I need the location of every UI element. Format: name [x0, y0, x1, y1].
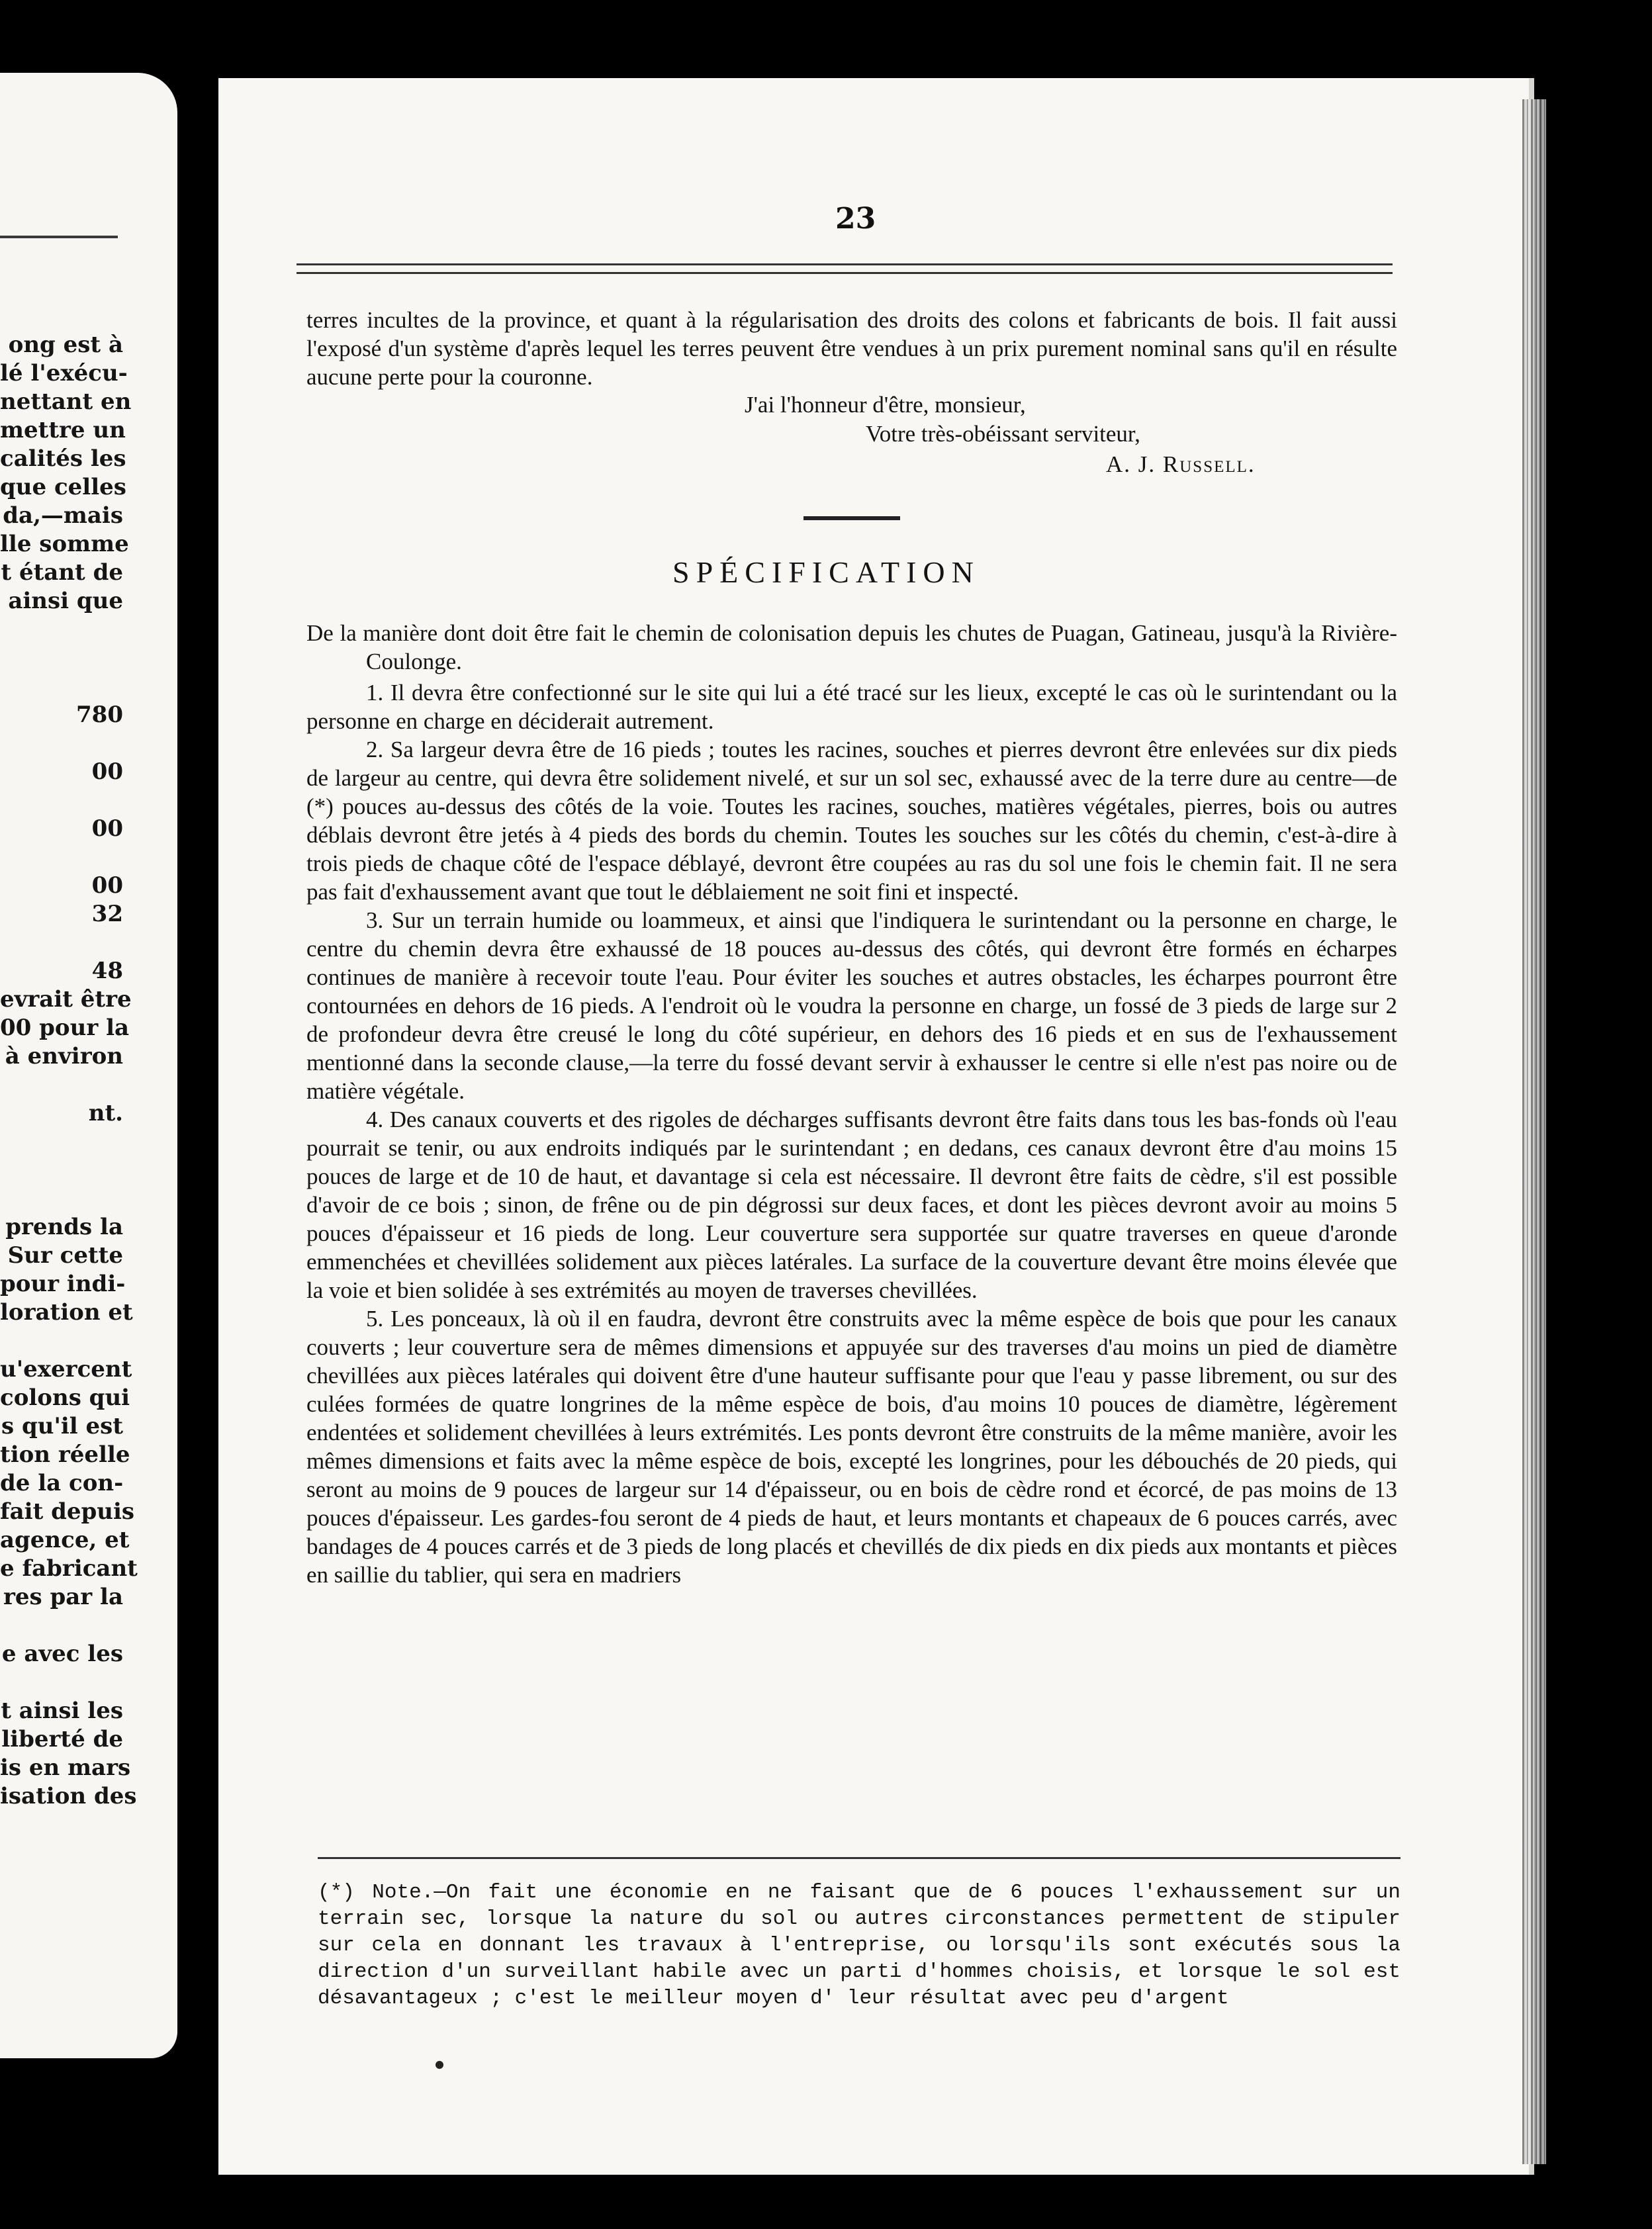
left-page-line: calités les	[0, 445, 126, 472]
left-page-line: mettre un	[0, 417, 126, 443]
left-page-line: 00 pour la	[0, 1015, 130, 1041]
left-page-line: res par la	[3, 1584, 123, 1610]
left-page-line	[0, 729, 123, 758]
left-page-line: u'exercent	[0, 1356, 132, 1383]
left-page-line: tion réelle	[0, 1441, 130, 1468]
left-page-line	[0, 1156, 123, 1185]
clause-3: 3. Sur un terrain humide ou loammeux, et ainsi que l'indiquera le surintendant ou la personne en charge, le centre du chemin devra être exhaussé de 18 pouces au-dessus des côtés, qui devront être formés en écharpes continues de manière à recevoir toute l'eau. Pour éviter les souches et autres obstacles, les écharpes pourront être contournées en dehors de 16 pieds. A l'endroit où le voudra la personne en charge, un fossé de 3 pieds de large sur 2 de profondeur devra être creusé le long du côté supérieur, en dehors des 16 pieds et en sus de l'exhaussement mentionné dans la seconde clause,—la terre du fossé devant servir à exhausser le centre si elle n'est pas noire ou de matière végétale.	[306, 907, 1397, 1104]
footnote-rule	[318, 1857, 1400, 1859]
letter-paragraph	[306, 306, 1397, 391]
left-page-line: 780	[76, 702, 123, 728]
left-page-line	[0, 615, 123, 644]
left-page-line: 48	[91, 958, 123, 984]
left-page-line: s qu'il est	[1, 1413, 123, 1439]
left-page-line: pour indi-	[0, 1271, 126, 1297]
left-page-line: 00	[91, 815, 123, 842]
left-page-line	[0, 843, 123, 872]
left-page-line: e avec les	[1, 1641, 123, 1667]
section-divider	[803, 516, 900, 520]
section-heading: SPÉCIFICATION	[672, 555, 980, 589]
left-page-rule	[0, 236, 118, 238]
left-page-line: is en mars	[0, 1754, 131, 1781]
left-page-line	[0, 1327, 123, 1355]
left-page-line: ong est à	[8, 332, 123, 358]
clause-4: 4. Des canaux couverts et des rigoles de décharges suffisants devront être faits dans tous les bas-fonds où l'eau pourrait se tenir, ou aux endroits indiqués par le surintendant ; en dedans, ces canaux devront être d'au moins 15 pouces de large et de 10 de haut, et davantage si cela est nécessaire. Il devront être faits de cèdre, s'il est possible d'avoir de ce bois ; sinon, de frêne ou de pin dégrossi sur deux faces, et dont les pièces devront avoir au moins 5 pouces d'épaisseur et 16 pieds de long. Leur couverture sera supportée sur quatre traverses en queue d'aronde emmenchées et chevillées solidement aux pièces latérales. La surface de la couverture devant être moins élevée que la voie et bien solidée à ses extrémités au moyen de traverses chevillées.	[306, 1107, 1397, 1303]
left-page-line: nettant en	[0, 388, 132, 415]
clause-1: 1. Il devra être confectionné sur le site qui lui a été tracé sur les lieux, excepté le cas où le surintendant ou la personne en charge en déciderait autrement.	[306, 680, 1397, 734]
specification-body	[306, 619, 1397, 1589]
left-page-line: da,—mais	[3, 502, 123, 529]
left-page-line	[0, 1071, 123, 1099]
page-edge-shading	[1522, 99, 1546, 2164]
left-page-line: t étant de	[1, 559, 123, 586]
left-page-line: de la con-	[0, 1470, 124, 1496]
left-page-line: isation des	[0, 1783, 137, 1809]
left-page-line	[0, 1612, 123, 1640]
left-page-line: lé l'exécu-	[0, 360, 128, 387]
left-page-line: Sur cette	[7, 1242, 123, 1269]
left-page-line: liberté de	[1, 1726, 123, 1752]
left-page-line	[0, 786, 123, 815]
left-page-line: e fabricant	[0, 1555, 138, 1582]
left-page-line: loration et	[0, 1299, 133, 1326]
page-number: 23	[835, 202, 876, 236]
clause-2: 2. Sa largeur devra être de 16 pieds ; toutes les racines, souches et pierres devront être enlevées sur dix pieds de largeur au centre, qui devra être solidement nivelé, et sur un sol sec, exhaussé avec de la terre dure au centre—de (*) pouces au-dessus des côtés de la voie. Toutes les racines, souches, matières végétales, pierres, bois ou autres déblais devront être jetés à 4 pieds des bords du chemin. Toutes les souches sur les côtés du chemin, c'est-à-dire à trois pieds de chaque côté de l'espace déblayé, devront être coupées au ras du sol une fois le chemin fait. Il ne sera pas fait d'exhaussement avant que tout le déblaiement ne soit fini et inspecté.	[306, 737, 1397, 905]
specification-intro: De la manière dont doit être fait le chemin de colonisation depuis les chutes de Puagan, Gatineau, jusqu'à la Rivière-Coulonge.	[306, 620, 1397, 674]
left-page-line: nt.	[88, 1100, 123, 1126]
left-page-line	[0, 929, 123, 957]
left-page-line: lle somme	[0, 531, 129, 557]
left-page-line: 00	[91, 872, 123, 899]
left-page-line: 00	[91, 758, 123, 785]
left-page-text-fragments	[0, 331, 177, 1811]
header-double-rule	[297, 263, 1393, 274]
left-page-line	[0, 1668, 123, 1697]
letter-body: terres incultes de la province, et quant à la régularisation des droits des colons et fabricants de bois. Il fait aussi l'exposé d'un système d'après lequel les terres peuvent être vendues à un prix purement nominal sans qu'il en résulte aucune perte pour la couronne.	[306, 307, 1397, 390]
left-page-line	[0, 672, 123, 701]
left-page-line: colons qui	[0, 1385, 130, 1411]
ink-dot	[436, 2061, 443, 2069]
left-page-line	[0, 1185, 123, 1213]
left-page-line: agence, et	[0, 1527, 130, 1553]
left-page-line: 32	[91, 901, 123, 927]
clause-5: 5. Les ponceaux, là où il en faudra, devront être construits avec la même espèce de bois que pour les canaux couverts ; leur couverture sera de mêmes dimensions et appuyée sur des traverses d'au moins un pied de diamètre chevillées aux pièces latérales qui doivent être d'une hauteur suffisante pour que l'eau y passe librement, ou sur des culées formées de quatre longrines de la même espèce de bois, d'au moins 10 pouces de diamètre, légèrement endentées et solidement chevillées à leurs extrémités. Les ponts devront être construits de la même manière, avoir les mêmes dimensions et faits avec la même espèce de bois, excepté les longrines, pour les débouchés de 20 pieds, qui seront au moins de 9 pouces de largeur sur 14 d'épaisseur, ou en bois de cèdre rond et écorcé, de pas moins de 13 pouces d'épaisseur. Les gardes-fou seront de 4 pieds de haut, et leurs montants et chapeaux de 6 pouces carrés, avec bandages de 4 pouces carrés et de 3 pieds de long placés et chevillés de dix pieds en dix pieds aux montants et pièces en saillie du tablier, qui sera en madriers	[306, 1306, 1397, 1588]
left-page-line	[0, 644, 123, 672]
left-page-line: ainsi que	[8, 588, 123, 614]
signature: A. J. Russell.	[1106, 451, 1256, 477]
left-page-line	[0, 1128, 123, 1156]
left-facing-page	[0, 73, 177, 2058]
closing-line-2: Votre très-obéissant serviteur,	[866, 421, 1140, 447]
left-page-line: fait depuis	[0, 1498, 135, 1525]
left-page-line: t ainsi les	[1, 1698, 123, 1724]
left-page-line: que celles	[0, 474, 126, 500]
left-page-line: evrait être	[0, 986, 132, 1013]
closing-line-1: J'ai l'honneur d'être, monsieur,	[745, 392, 1026, 418]
left-page-line: prends la	[5, 1214, 123, 1240]
left-page-line: à environ	[5, 1043, 123, 1069]
footnote: (*) Note.—On fait une économie en ne faisant que de 6 pouces l'exhaussement sur un terrain sec, lorsque la nature du sol ou autres circonstances permettent de stipuler sur cela en donnant les travaux à l'entreprise, ou lorsqu'ils sont exécutés sous la direction d'un surveillant habile avec un parti d'hommes choisis, et lorsque le sol est désavantageux ; c'est le meilleur moyen d' leur résultat avec peu d'argent	[318, 1881, 1400, 2010]
